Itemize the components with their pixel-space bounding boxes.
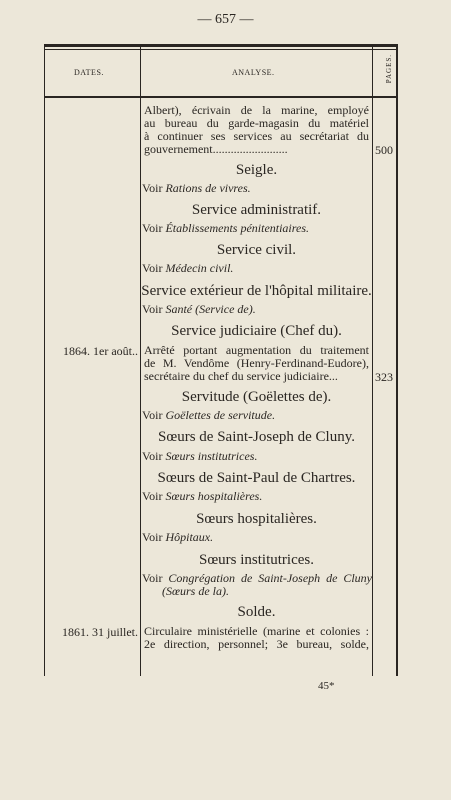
- index-table: [44, 44, 397, 676]
- see-reference: Voir Rations de vivres.: [142, 181, 251, 195]
- entry-date: 1864. 1er août..: [63, 344, 138, 358]
- entry-heading: Service judiciaire (Chef du).: [171, 323, 342, 339]
- header-rule-dates: [44, 96, 140, 98]
- entry-heading: Sœurs hospitalières.: [196, 511, 317, 527]
- page-number: — 657 —: [197, 12, 254, 27]
- see-reference: Voir Médecin civil.: [142, 261, 234, 275]
- pages-column-divider: [372, 44, 373, 676]
- see-reference: Voir Sœurs hospitalières.: [142, 489, 263, 503]
- entry-heading: Sœurs institutrices.: [199, 552, 314, 568]
- entry-date: 1861. 31 juillet.: [62, 625, 138, 639]
- entry-heading: Sœurs de Saint-Paul de Chartres.: [157, 470, 356, 486]
- page-reference: 500: [375, 143, 393, 157]
- see-reference: Voir Santé (Service de).: [142, 302, 256, 316]
- entry-heading: Sœurs de Saint-Joseph de Cluny.: [158, 429, 355, 445]
- see-reference: Voir Hôpitaux.: [142, 530, 214, 544]
- header-rule-pages: [373, 96, 397, 98]
- entry-line: au bureau du garde-magasin du matériel: [144, 116, 369, 130]
- entry-heading: Service civil.: [216, 242, 297, 258]
- entry-line: de M. Vendôme (Henry-Ferdinand-Eudore),: [144, 356, 369, 370]
- entry-line: Circulaire ministérielle (marine et colonies :: [144, 624, 369, 638]
- entry-line: Albert), écrivain de la marine, employé: [144, 103, 369, 117]
- page-reference: 323: [375, 370, 393, 384]
- entry-line: Arrêté portant augmentation du traitement: [144, 343, 369, 357]
- header-analysis: ANALYSE.: [232, 68, 275, 77]
- header-rule-analysis: [141, 96, 372, 98]
- header-pages: PAGES.: [385, 54, 393, 84]
- dates-column-divider: [140, 44, 141, 676]
- left-border: [44, 44, 45, 676]
- entry-line: à continuer ses services au secrétariat du: [144, 129, 369, 143]
- signature-mark: 45*: [318, 680, 335, 692]
- header-dates: DATES.: [74, 68, 104, 77]
- see-reference: Voir Congrégation de Saint-Joseph de Cluny: [142, 571, 372, 585]
- entry-line: secrétaire du chef du service judiciaire...: [144, 369, 338, 383]
- entry-line: 2e direction, personnel; 3e bureau, solde,: [144, 637, 369, 651]
- see-reference: Voir Établissements pénitentiaires.: [142, 221, 309, 235]
- see-reference: Voir Sœurs institutrices.: [142, 449, 258, 463]
- entry-heading: Service administratif.: [191, 202, 322, 218]
- see-reference: Voir Goëlettes de servitude.: [142, 408, 276, 422]
- entry-heading: Solde.: [237, 604, 276, 620]
- see-reference-continued: (Sœurs de la).: [162, 584, 229, 598]
- top-rule-thin: [44, 49, 397, 50]
- entry-heading: Seigle.: [235, 162, 278, 178]
- entry-heading: Service extérieur de l'hôpital militaire.: [141, 283, 372, 299]
- entry-line: gouvernement.........................: [144, 143, 288, 156]
- entry-heading: Servitude (Goëlettes de).: [181, 389, 332, 405]
- top-rule: [44, 44, 397, 47]
- right-border: [396, 44, 398, 676]
